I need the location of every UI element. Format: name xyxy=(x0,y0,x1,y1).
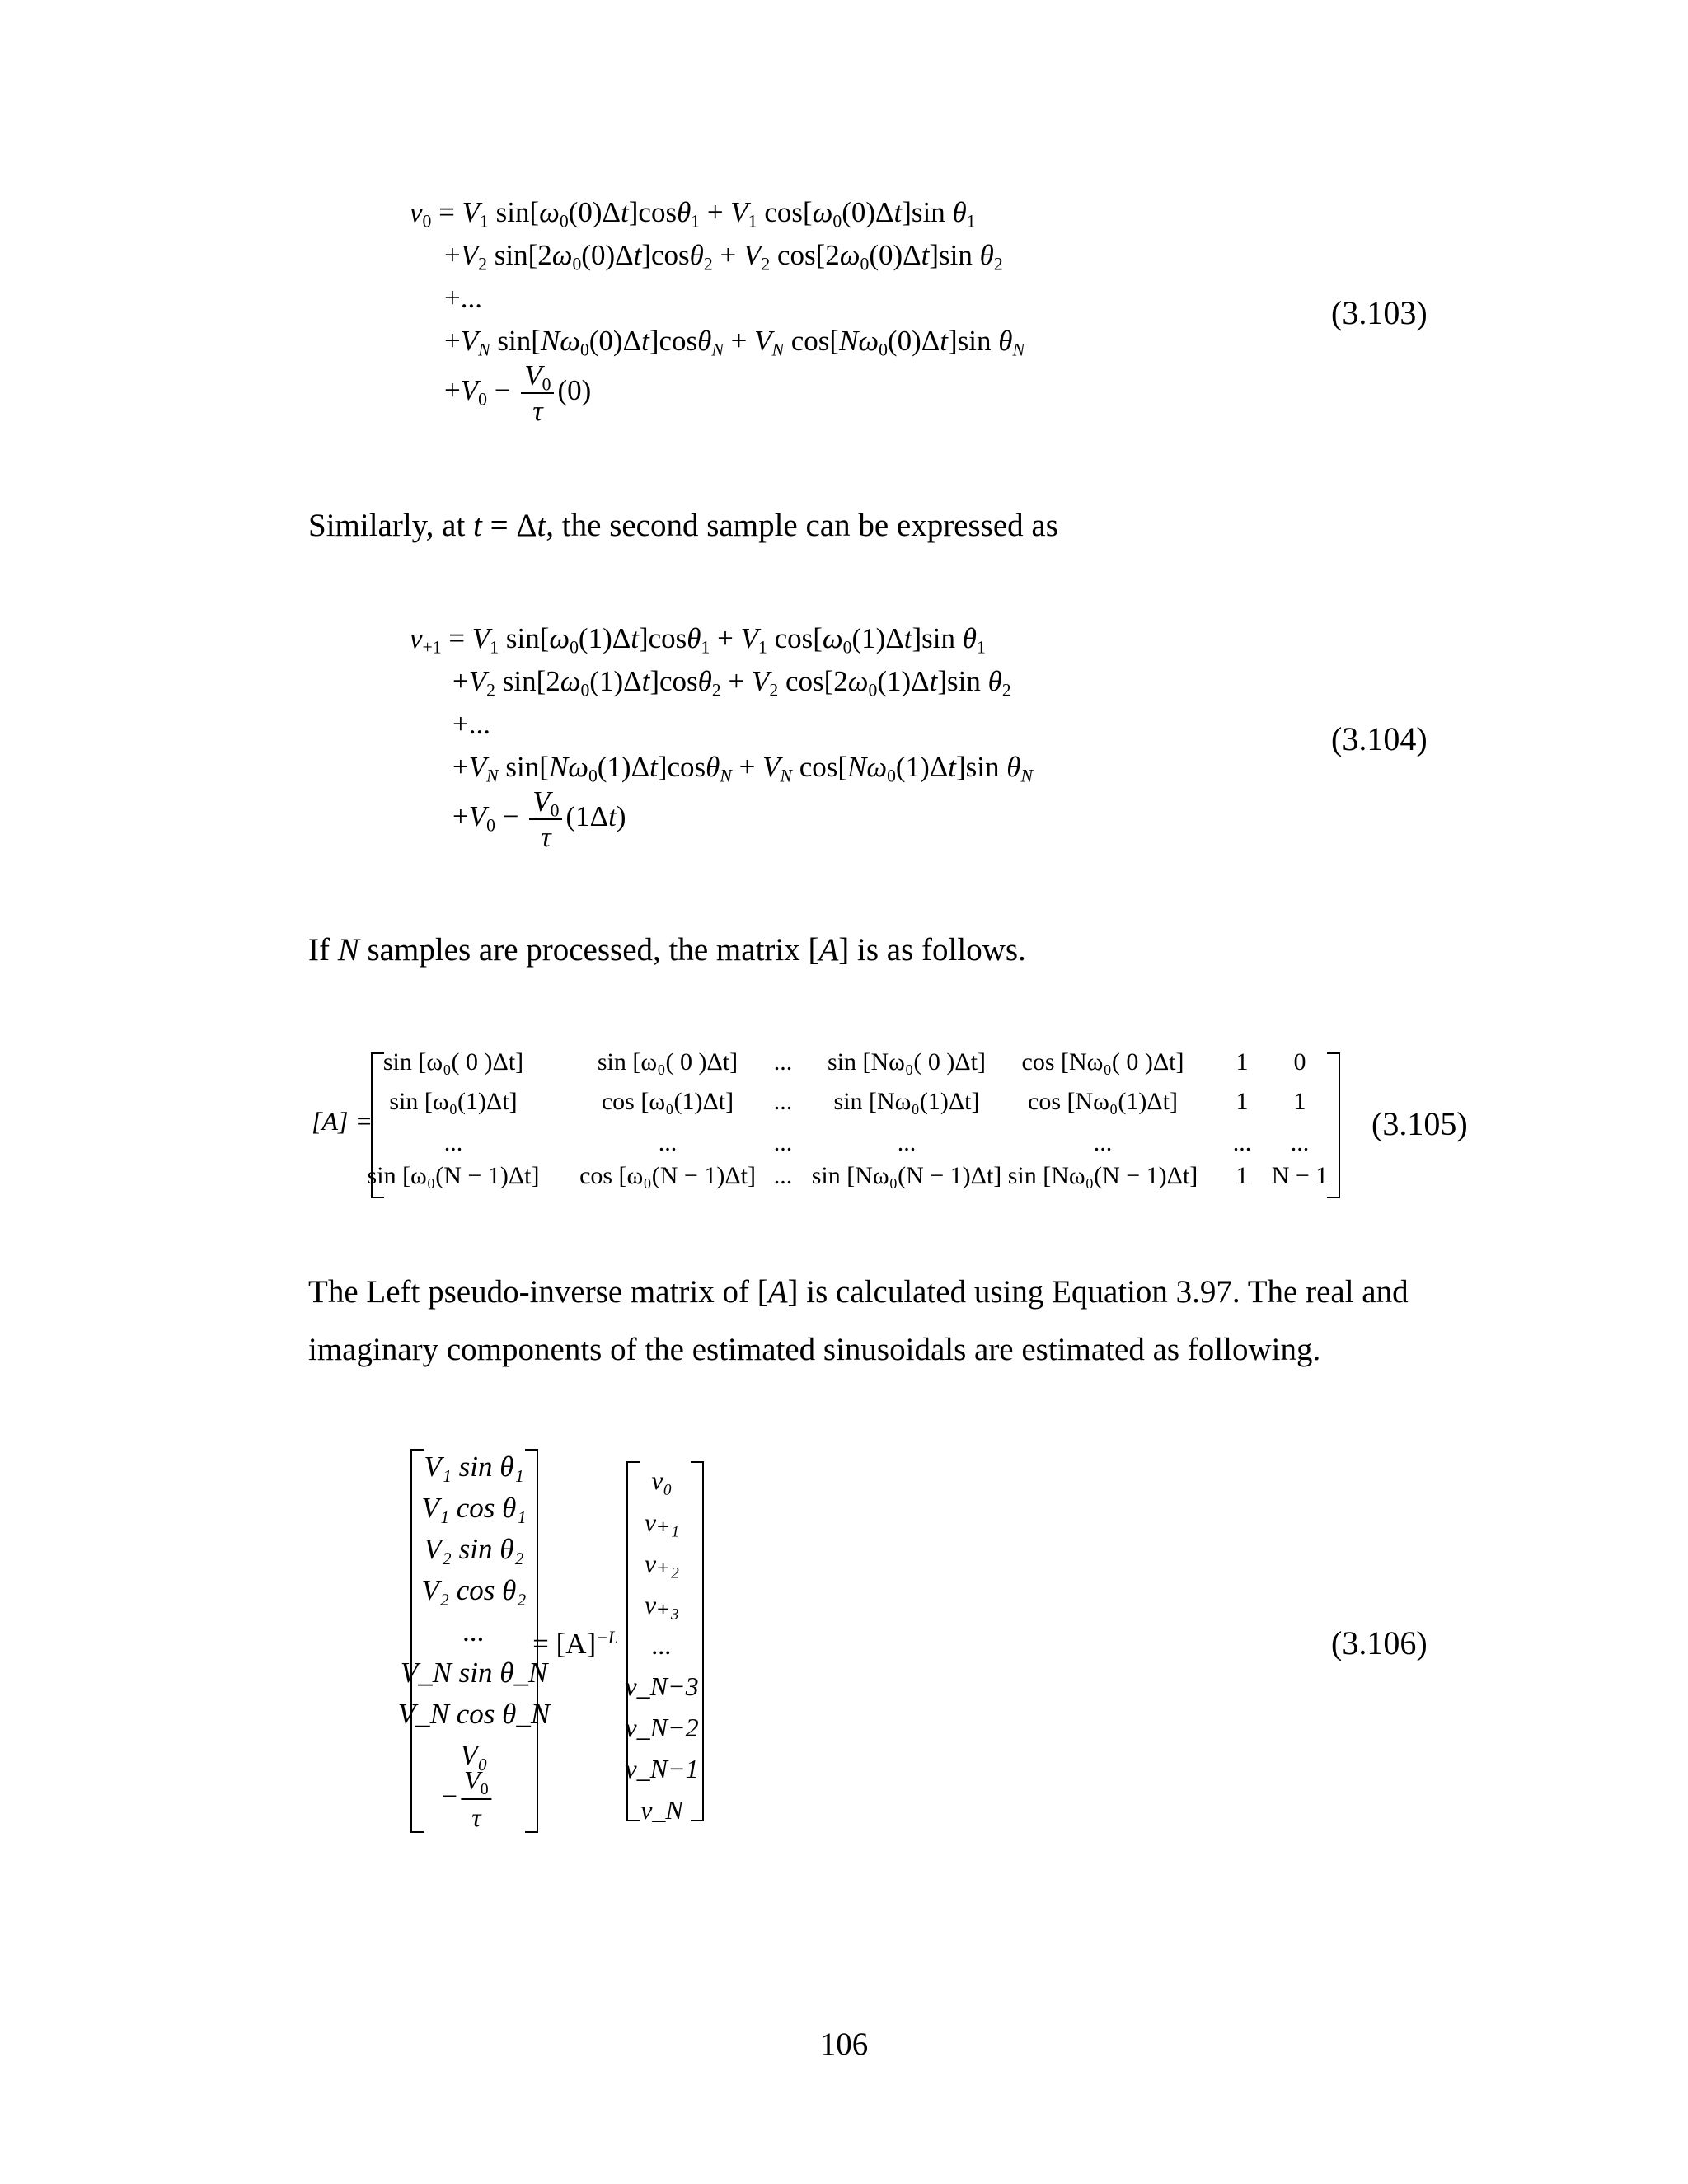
matrix-a-cell-r2-c1: sin [ω₀(1)Δt] xyxy=(389,1088,518,1115)
matrix-a-cell-r2-c7: 1 xyxy=(1293,1088,1306,1115)
matrix-a-cell-r3-c6: ... xyxy=(1232,1129,1252,1156)
matrix-a-cell-r4-c4: sin [Nω₀(N − 1)Δt] xyxy=(811,1162,1002,1189)
matrix-a-cell-r4-c6: 1 xyxy=(1236,1162,1249,1189)
left-vector-entry-8: V₀ xyxy=(460,1739,488,1771)
matrix-a-cell-r3-c3: ... xyxy=(773,1129,793,1156)
matrix-a-cell-r1-c4: sin [Nω₀( 0 )Δt] xyxy=(828,1048,986,1076)
matrix-a-right-bracket xyxy=(1327,1052,1340,1198)
matrix-a-cell-r1-c6: 1 xyxy=(1236,1048,1249,1076)
matrix-a-cell-r2-c6: 1 xyxy=(1236,1088,1249,1115)
matrix-a-cell-r2-c4: sin [Nω₀(1)Δt] xyxy=(833,1088,980,1115)
eq-3-103-line-5: $+V_0$ − $\frac{V_0}{\tau}$ (0) xyxy=(444,359,592,427)
right-vector-entry-6: v_N−3 xyxy=(625,1671,699,1701)
page-number: 106 xyxy=(819,2027,869,2062)
left-vector-entry-4: V₂ cos θ₂ xyxy=(421,1574,527,1606)
matrix-a-cell-r3-c2: ... xyxy=(658,1129,678,1156)
matrix-a-cell-r1-c1: sin [ω₀( 0 )Δt] xyxy=(382,1048,524,1076)
paragraph-n-samples: If N samples are processed, the matrix [A] is as follows. xyxy=(308,932,1026,968)
paragraph-left-pseudo-inverse xyxy=(308,1263,1469,1379)
eq-3-104-line-4: $+V_N$ $\sin[N\omega_0(1)\Delta t]\cos\theta_N + V_N$ $\cos[N\omega_0(1)\Delta t]\sin$ $\theta_N$ xyxy=(452,751,1033,786)
matrix-a-cell-r4-c2: cos [ω₀(N − 1)Δt] xyxy=(579,1162,756,1189)
equation-number-3-103: (3.103) xyxy=(1331,294,1428,331)
left-vector-entry-1: V₁ sin θ₁ xyxy=(424,1451,524,1483)
equation-number-3-104: (3.104) xyxy=(1331,720,1428,757)
matrix-a-cell-r2-c5: cos [Nω₀(1)Δt] xyxy=(1028,1088,1178,1115)
matrix-a-cell-r1-c5: cos [Nω₀( 0 )Δt] xyxy=(1021,1048,1184,1076)
paragraph-line-1: The Left pseudo-inverse matrix of [A] is calculated using Equation 3.97. The real and xyxy=(308,1274,1409,1310)
matrix-a-cell-r3-c5: ... xyxy=(1093,1129,1113,1156)
left-vector-entry-2: V₁ cos θ₁ xyxy=(421,1492,527,1524)
eq-3-103-line-3: +... xyxy=(444,282,482,314)
eq-3-104-line-5: $+V_0$ − $\frac{V_0}{\tau}$ (1Δt) xyxy=(452,785,626,853)
matrix-a-cell-r1-c3: ... xyxy=(773,1048,793,1076)
right-vector-entry-7: v_N−2 xyxy=(625,1713,699,1742)
matrix-a-cell-r1-c7: 0 xyxy=(1293,1048,1306,1076)
eq-3-104-line-2: $+V_2$ $\sin[2\omega_0(1)\Delta t]\cos\theta_2 + V_2$ $\cos[2\omega_0(1)\Delta t]\sin$ $\theta_2$ xyxy=(452,665,1011,701)
right-vector-entry-3: v₊₂ xyxy=(644,1549,680,1578)
left-vector-entry-3: V₂ sin θ₂ xyxy=(424,1533,524,1565)
matrix-a-cell-r3-c4: ... xyxy=(897,1129,917,1156)
matrix-a-cell-r4-c3: ... xyxy=(773,1162,793,1189)
right-vector-entry-9: v_N xyxy=(640,1795,683,1825)
left-vector-entry-6: V_N sin θ_N xyxy=(400,1657,548,1689)
matrix-a-cell-r4-c5: sin [Nω₀(N − 1)Δt] xyxy=(1007,1162,1198,1189)
matrix-a-cell-r1-c2: sin [ω₀( 0 )Δt] xyxy=(597,1048,738,1076)
fraction-v0-over-tau: $\frac{V_0}{\tau}$ xyxy=(529,787,562,851)
matrix-a-cell-r2-c2: cos [ω₀(1)Δt] xyxy=(601,1088,734,1115)
right-vector-entry-8: v_N−1 xyxy=(625,1754,699,1783)
paragraph-line-2: imaginary components of the estimated sinusoidals are estimated as following. xyxy=(308,1332,1321,1367)
right-vector-entry-1: v₀ xyxy=(651,1465,673,1495)
left-vector-entry-7: V_N cos θ_N xyxy=(397,1698,551,1730)
right-vector-entry-4: v₊₃ xyxy=(644,1590,680,1619)
eq-3-103-line-1: $v_0 = V_1$ $\sin[\omega_0(0)\Delta t]\cos\theta_1 + V_1$ $\cos[\omega_0(0)\Delta t]\sin$ $\theta_1$ xyxy=(410,196,976,232)
equation-number-3-105: (3.105) xyxy=(1372,1105,1468,1142)
eq-3-103-line-4: $+V_N$ $\sin[N\omega_0(0)\Delta t]\cos\theta_N + V_N$ $\cos[N\omega_0(0)\Delta t]\sin$ $\theta_N$ xyxy=(444,325,1025,360)
pseudo-inverse-operator: = $[A]^{-L}$ xyxy=(532,1628,618,1660)
matrix-a-label: [A] = xyxy=(312,1106,373,1136)
matrix-a-cell-r3-c7: ... xyxy=(1290,1129,1310,1156)
paragraph-similarly: Similarly, at t = Δt, the second sample can be expressed as xyxy=(308,508,1058,543)
matrix-a-cell-r3-c1: ... xyxy=(443,1129,463,1156)
eq-3-104-line-3: +... xyxy=(452,708,490,740)
equation-number-3-106: (3.106) xyxy=(1331,1624,1428,1661)
matrix-a-cell-r4-c1: sin [ω₀(N − 1)Δt] xyxy=(367,1162,540,1189)
left-vector-entry-5: ... xyxy=(462,1615,485,1647)
eq-3-103-line-2: $+V_2$ $\sin[2\omega_0(0)\Delta t]\cos\theta_2 + V_2$ $\cos[2\omega_0(0)\Delta t]\sin$ $\theta_2$ xyxy=(444,239,1003,274)
fraction-v0-over-tau: $\frac{V_0}{\tau}$ xyxy=(521,361,554,425)
matrix-a-cell-r2-c3: ... xyxy=(773,1088,793,1115)
fraction-v0-over-tau-last: − $\frac{V_0}{\tau}$ xyxy=(441,1765,495,1833)
eq-3-104-line-1: $v_{+1} = V_1$ $\sin[\omega_0(1)\Delta t]\cos\theta_1 + V_1$ $\cos[\omega_0(1)\Delta t]\sin$ $\theta_1$ xyxy=(410,622,986,658)
right-vector-entry-5: ... xyxy=(652,1630,672,1660)
matrix-a-cell-r4-c7: N − 1 xyxy=(1271,1162,1329,1189)
right-vector-entry-2: v₊₁ xyxy=(644,1507,680,1537)
